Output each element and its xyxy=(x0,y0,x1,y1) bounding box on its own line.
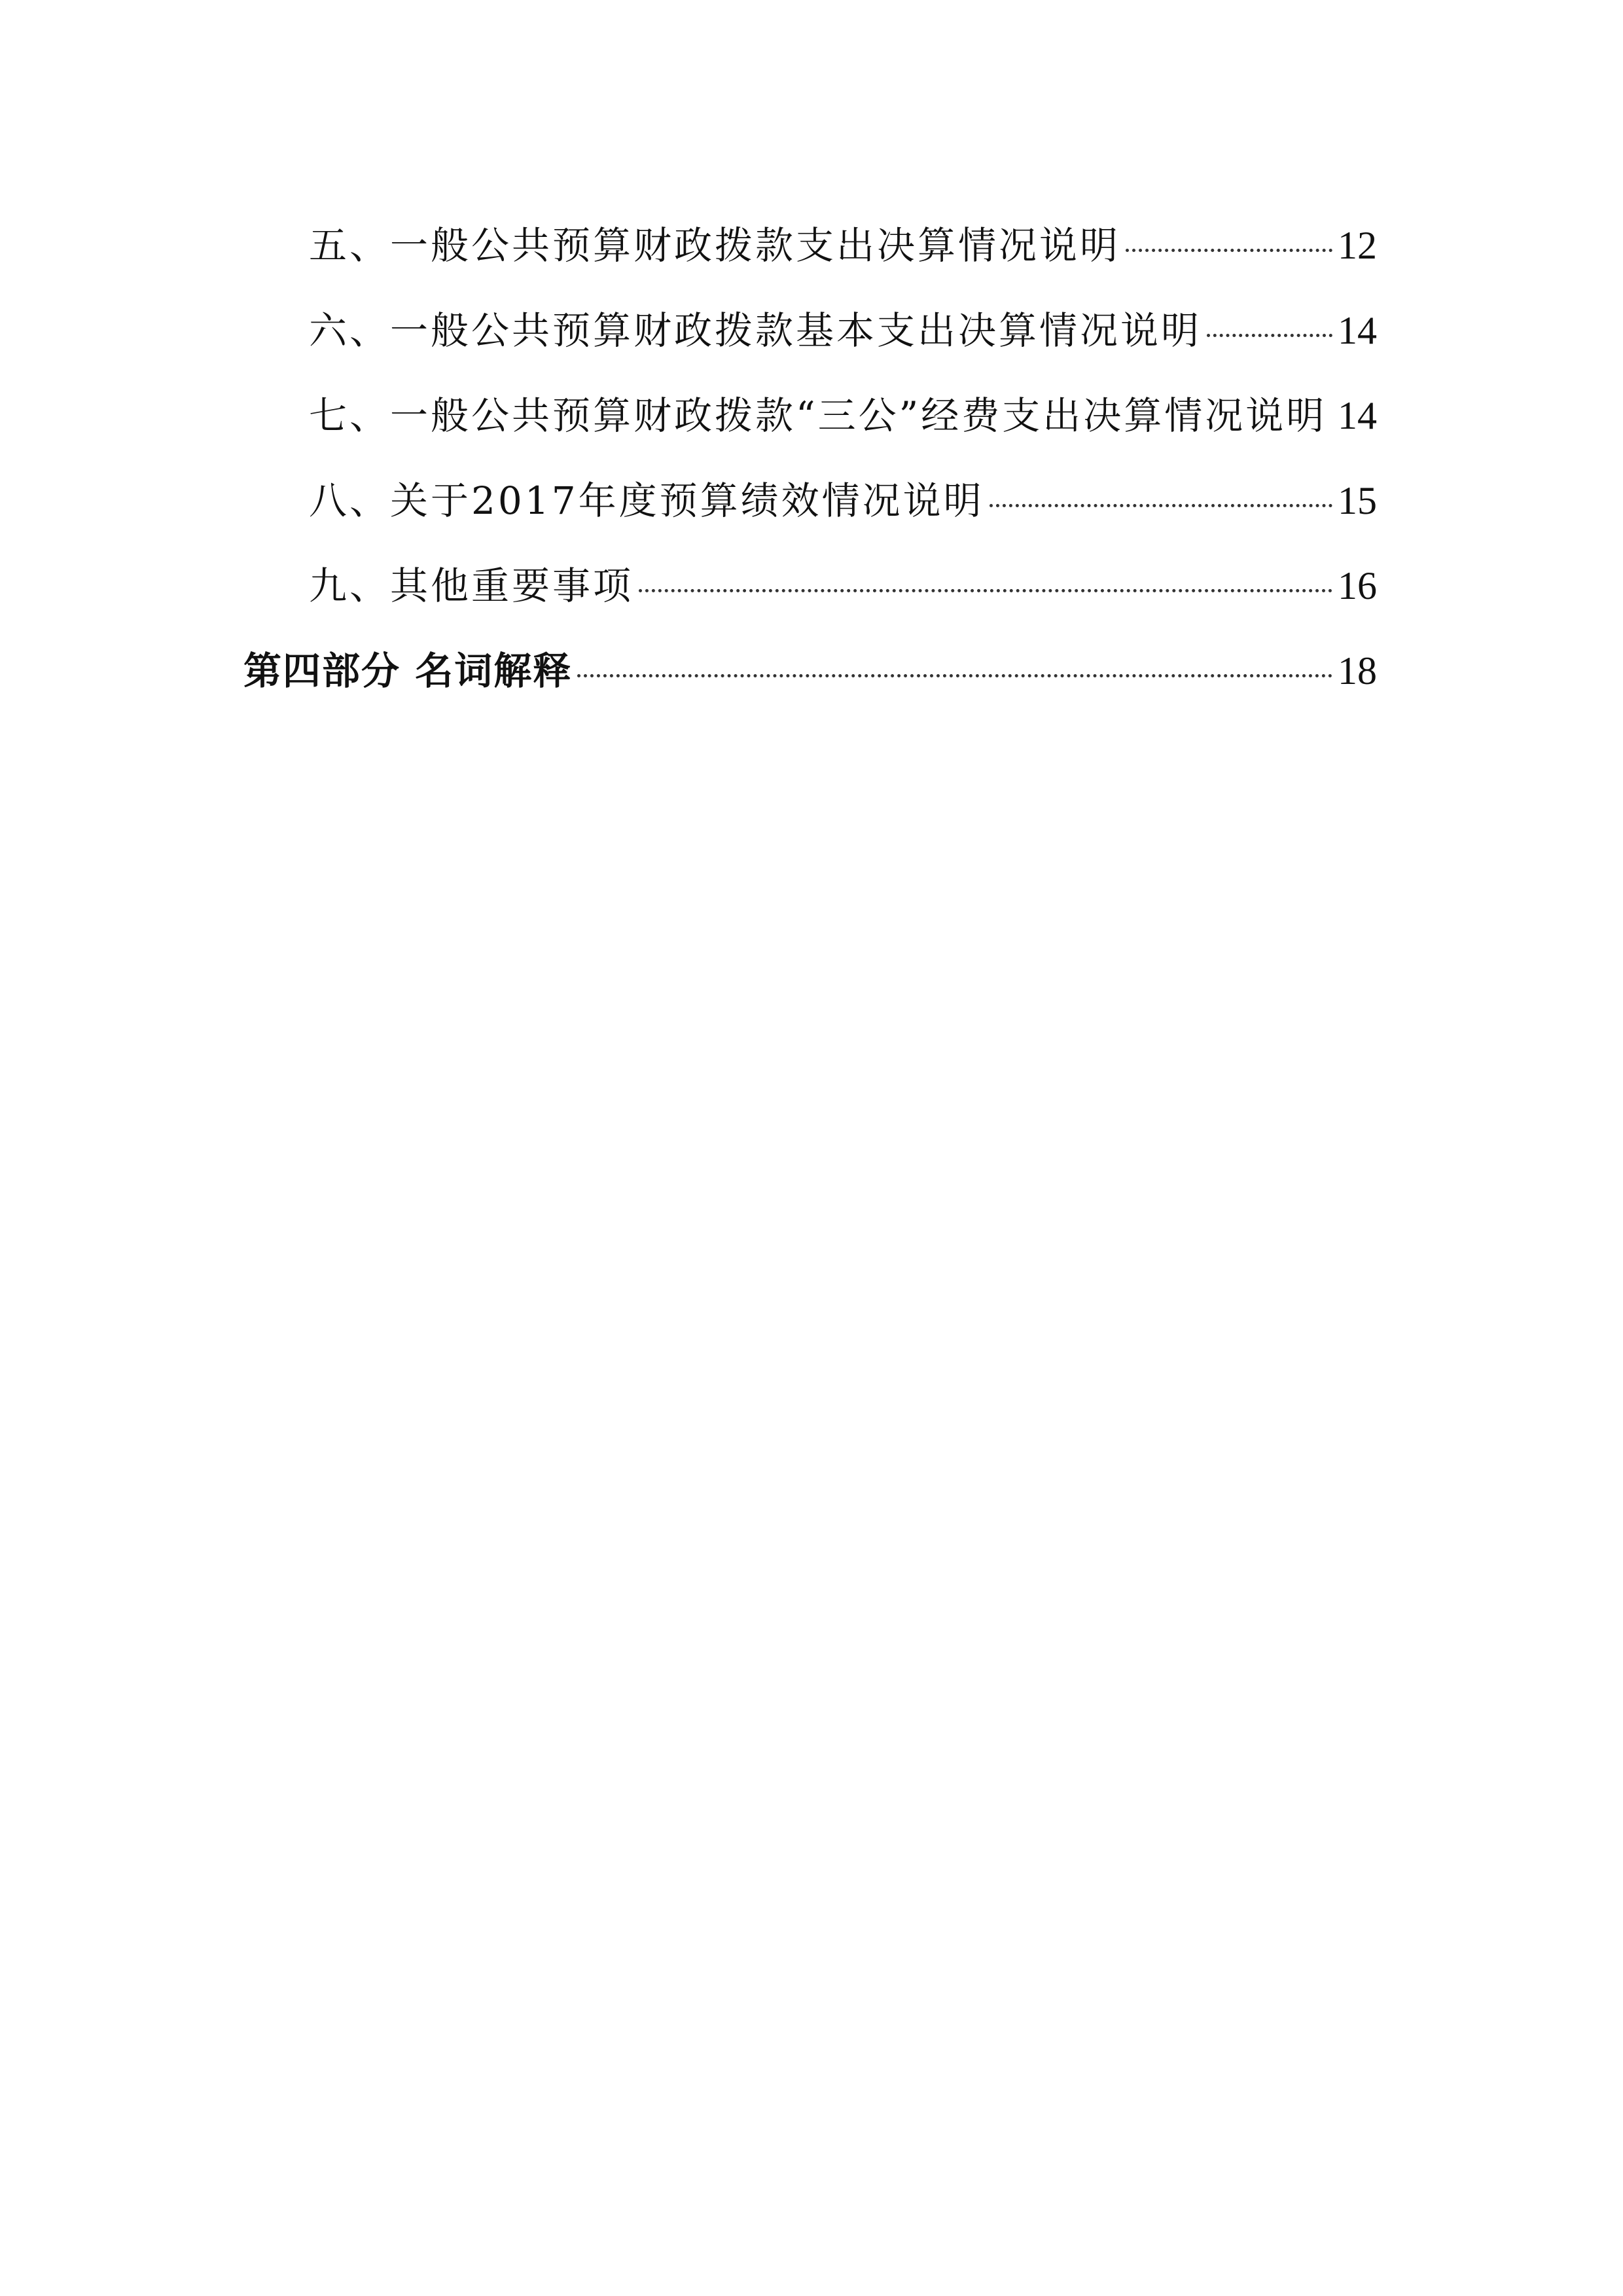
toc-entry-page: 18 xyxy=(1338,649,1377,692)
toc-entry-page: 15 xyxy=(1338,479,1377,522)
toc-dot-leader xyxy=(639,589,1332,592)
toc-entry-title: 六、一般公共预算财政拨款基本支出决算情况说明 xyxy=(309,308,1202,353)
toc-dot-leader xyxy=(1126,249,1332,252)
toc-entry-page: 12 xyxy=(1338,224,1377,267)
toc-entry-title: 五、一般公共预算财政拨款支出决算情况说明 xyxy=(309,223,1121,268)
toc-entry[interactable] xyxy=(243,543,1377,628)
toc-entry-title: 七、一般公共预算财政拨款“三公”经费支出决算情况说明 xyxy=(309,393,1327,438)
toc-dot-leader xyxy=(1207,334,1332,337)
toc-entry-page: 16 xyxy=(1338,564,1377,607)
toc-entry[interactable] xyxy=(243,458,1377,543)
toc-entry-page: 14 xyxy=(1338,394,1377,437)
table-of-contents xyxy=(243,203,1377,713)
toc-entry[interactable] xyxy=(243,628,1377,713)
toc-entry[interactable] xyxy=(243,203,1377,288)
toc-entry-title: 九、其他重要事项 xyxy=(309,564,634,608)
toc-entry-page: 14 xyxy=(1338,309,1377,352)
toc-entry[interactable] xyxy=(243,373,1377,458)
toc-entry-title: 第四部分 名词解释 xyxy=(243,649,573,693)
toc-entry-title: 八、关于2017年度预算绩效情况说明 xyxy=(309,478,984,523)
toc-dot-leader xyxy=(990,504,1332,507)
toc-entry[interactable] xyxy=(243,288,1377,373)
toc-dot-leader xyxy=(577,674,1332,677)
